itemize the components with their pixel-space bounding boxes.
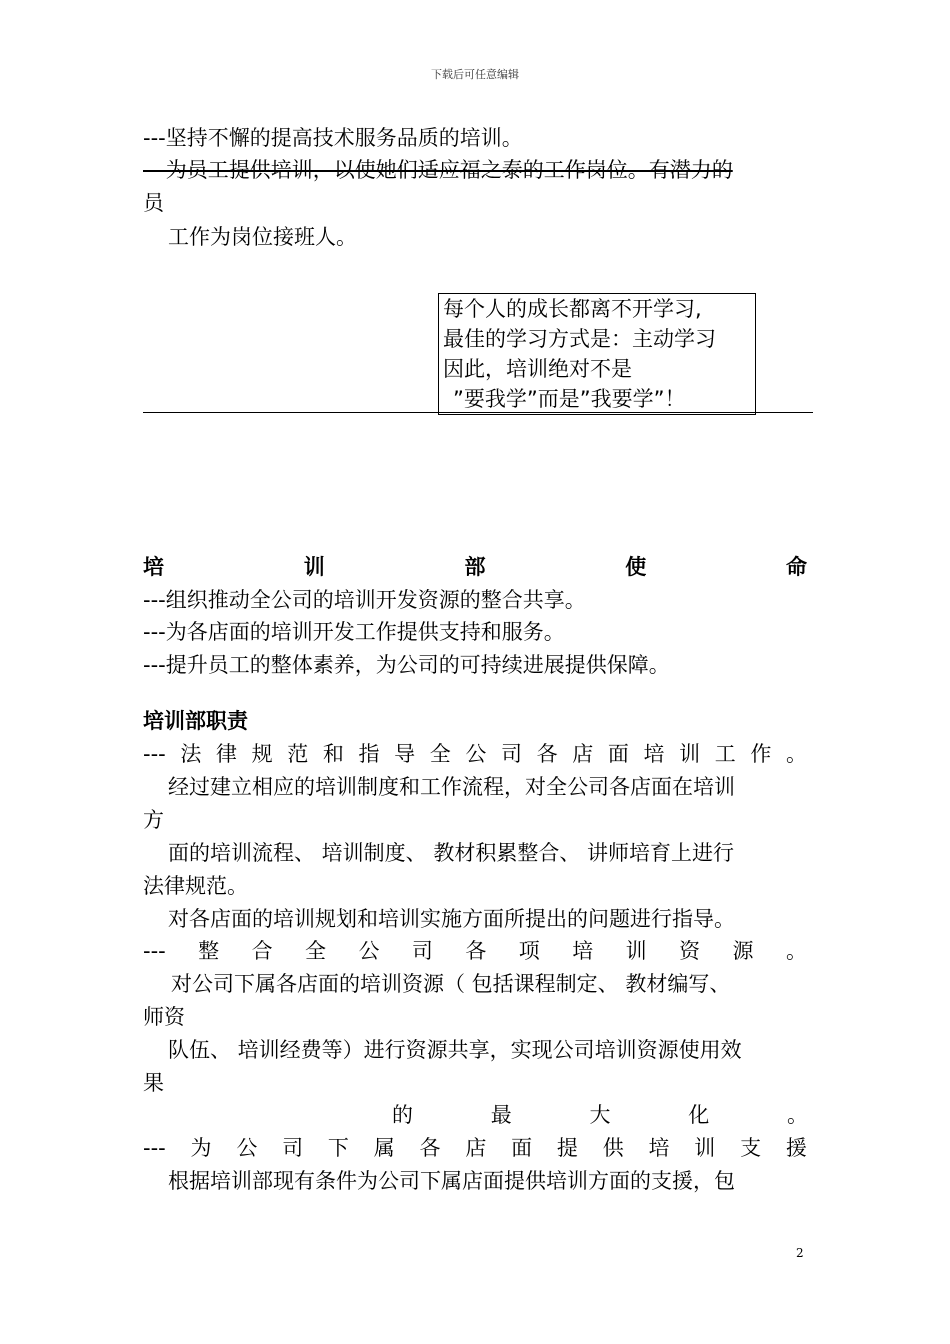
duties-title: 培训部职责 xyxy=(143,709,248,733)
duty-heading-char: 工 xyxy=(714,742,736,766)
duty-heading-char: 律 xyxy=(215,742,237,766)
duty-heading-char: 。 xyxy=(785,742,807,766)
duty-heading-char: 店 xyxy=(465,1136,487,1160)
duty-heading-char: 为 xyxy=(190,1136,212,1160)
duty-heading-char: 店 xyxy=(572,742,594,766)
duty-heading-char: 资 xyxy=(679,939,701,963)
duty-heading-char: 司 xyxy=(500,742,522,766)
duty-1-text: 经过建立相应的培训制度和工作流程，对全公司各店面在培训 xyxy=(168,775,735,799)
spread-char: 的 xyxy=(392,1103,413,1127)
page-number: 2 xyxy=(796,1246,804,1260)
duty-heading-char: 项 xyxy=(518,939,540,963)
duty-heading-char: 公 xyxy=(465,742,487,766)
duty-heading-char: 供 xyxy=(602,1136,624,1160)
duty-heading-char: 源 xyxy=(732,939,754,963)
duty-heading-char: 各 xyxy=(419,1136,441,1160)
duty-heading-char: 培 xyxy=(648,1136,670,1160)
mission-title-char: 培 xyxy=(143,555,164,579)
duty-heading-char: 培 xyxy=(572,939,594,963)
callout-line-1: 每个人的成长都离不开学习, xyxy=(443,297,702,321)
duty-1-text: 面的培训流程、 培训制度、 教材积累整合、 讲师培育上进行 xyxy=(168,841,735,865)
duty-heading-char: 司 xyxy=(411,939,433,963)
duty-1-heading xyxy=(143,739,807,769)
callout-box xyxy=(438,293,756,415)
mission-item: ---提升员工的整体素养，为公司的可持续进展提供保障。 xyxy=(143,653,670,677)
duty-heading-char: 下 xyxy=(327,1136,349,1160)
duty-heading-char: 公 xyxy=(358,939,380,963)
duty-3-heading xyxy=(143,1133,807,1163)
mission-title xyxy=(143,552,807,582)
duty-heading-char: 援 xyxy=(785,1136,807,1160)
duty-heading-char: --- xyxy=(143,1136,166,1160)
duty-2-text: 对公司下属各店面的培训资源（ 包括课程制定、 教材编写、 xyxy=(171,972,731,996)
duty-heading-char: 提 xyxy=(556,1136,578,1160)
top-line-3: 员 xyxy=(143,191,164,215)
duty-2-heading xyxy=(143,936,807,966)
duty-3-text: 根据培训部现有条件为公司下属店面提供培训方面的支援，包 xyxy=(168,1169,735,1193)
mission-title-char: 命 xyxy=(786,555,807,579)
duty-heading-char: 训 xyxy=(694,1136,716,1160)
spread-char: 大 xyxy=(589,1103,611,1127)
duty-2-text: 果 xyxy=(143,1071,164,1095)
duty-heading-char: 支 xyxy=(740,1136,762,1160)
callout-line-2: 最佳的学习方式是：主动学习 xyxy=(443,327,716,351)
duty-heading-char: 司 xyxy=(282,1136,304,1160)
duty-2-text-spread xyxy=(392,1100,808,1130)
duty-heading-char: 属 xyxy=(373,1136,395,1160)
duty-heading-char: 面 xyxy=(607,742,629,766)
duty-heading-char: 各 xyxy=(536,742,558,766)
callout-line-3: 因此，培训绝对不是 xyxy=(443,357,632,381)
duty-heading-char: 训 xyxy=(625,939,647,963)
top-line-1: ---坚持不懈的提高技术服务品质的培训。 xyxy=(143,126,523,150)
spread-char: 化 xyxy=(688,1103,710,1127)
duty-heading-char: 。 xyxy=(785,939,807,963)
duty-heading-char: 导 xyxy=(394,742,416,766)
top-line-2: ---为员工提供培训，以使她们适应福之泰的工作岗位。有潜力的 xyxy=(143,158,733,182)
duty-heading-char: 全 xyxy=(429,742,451,766)
duty-heading-char: 面 xyxy=(511,1136,533,1160)
duty-1-text: 法律规范。 xyxy=(143,874,248,898)
page-header: 下载后可任意编辑 xyxy=(431,68,519,81)
duty-heading-char: 整 xyxy=(198,939,220,963)
duty-heading-char: 全 xyxy=(305,939,327,963)
duty-heading-char: 训 xyxy=(679,742,701,766)
duty-heading-char: 规 xyxy=(251,742,273,766)
duty-1-text: 方 xyxy=(143,808,164,832)
duty-heading-char: 各 xyxy=(465,939,487,963)
duty-2-text: 师资 xyxy=(143,1005,185,1029)
spread-char: 。 xyxy=(787,1103,808,1127)
mission-item: ---组织推动全公司的培训开发资源的整合共享。 xyxy=(143,588,586,612)
mission-title-char: 使 xyxy=(625,555,647,579)
duty-heading-char: 法 xyxy=(180,742,202,766)
duty-heading-char: 和 xyxy=(322,742,344,766)
callout-line-4: ”要我学”而是”我要学”！ xyxy=(453,387,686,411)
duty-1-text: 对各店面的培训规划和培训实施方面所提出的问题进行指导。 xyxy=(168,907,735,931)
duty-heading-char: 作 xyxy=(750,742,772,766)
duty-heading-char: 培 xyxy=(643,742,665,766)
spread-char: 最 xyxy=(490,1103,512,1127)
mission-item: ---为各店面的培训开发工作提供支持和服务。 xyxy=(143,620,565,644)
duty-heading-char: 公 xyxy=(236,1136,258,1160)
duty-heading-char: --- xyxy=(143,939,166,963)
mission-title-char: 部 xyxy=(464,555,486,579)
duty-heading-char: --- xyxy=(143,742,166,766)
duty-heading-char: 范 xyxy=(287,742,309,766)
mission-title-char: 训 xyxy=(303,555,325,579)
duty-heading-char: 指 xyxy=(358,742,380,766)
duty-2-text: 队伍、 培训经费等）进行资源共享，实现公司培训资源使用效 xyxy=(168,1038,742,1062)
duty-heading-char: 合 xyxy=(251,939,273,963)
top-line-4: 工作为岗位接班人。 xyxy=(168,225,357,249)
divider-line xyxy=(143,412,813,413)
